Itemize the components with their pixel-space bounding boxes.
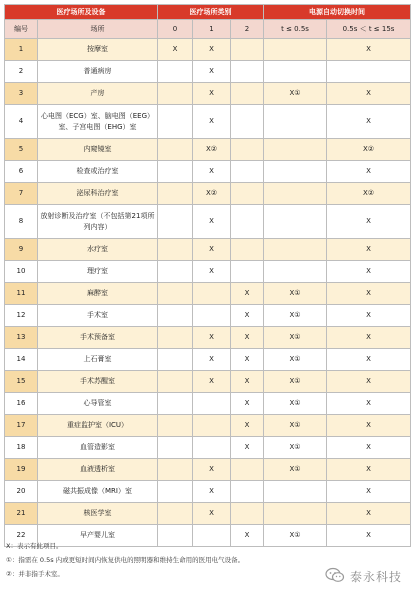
cell-category-1: X xyxy=(193,459,231,481)
footnote: ②：并非指手术室。 xyxy=(6,570,64,578)
cell-switch-long: X xyxy=(327,327,411,349)
cell-place: 核医学室 xyxy=(38,503,158,525)
cell-place: 上石膏室 xyxy=(38,349,158,371)
cell-category-1: X xyxy=(193,481,231,503)
cell-category-0 xyxy=(158,61,193,83)
cell-category-2 xyxy=(231,261,264,283)
cell-switch-short xyxy=(264,61,327,83)
cell-category-0: X xyxy=(158,39,193,61)
cell-number: 5 xyxy=(5,139,38,161)
cell-switch-long: X xyxy=(327,261,411,283)
cell-category-2 xyxy=(231,205,264,239)
cell-switch-short xyxy=(264,183,327,205)
cell-switch-short: X① xyxy=(264,393,327,415)
footnote: X：表示有此项目。 xyxy=(6,542,63,550)
cell-number: 10 xyxy=(5,261,38,283)
cell-category-1: X xyxy=(193,161,231,183)
cell-category-1: X xyxy=(193,261,231,283)
cell-category-0 xyxy=(158,139,193,161)
cell-category-1: X xyxy=(193,349,231,371)
cell-category-2 xyxy=(231,39,264,61)
cell-place: 泌尿科治疗室 xyxy=(38,183,158,205)
cell-place: 按摩室 xyxy=(38,39,158,61)
cell-category-1: X xyxy=(193,61,231,83)
cell-category-1: X xyxy=(193,239,231,261)
cell-number: 7 xyxy=(5,183,38,205)
cell-number: 4 xyxy=(5,105,38,139)
cell-category-2 xyxy=(231,83,264,105)
cell-switch-short: X① xyxy=(264,305,327,327)
cell-category-0 xyxy=(158,371,193,393)
group-switch-time-header: 电源自动切换时间 xyxy=(264,5,411,20)
table-row xyxy=(5,481,411,503)
wechat-icon xyxy=(325,567,345,586)
table-row xyxy=(5,327,411,349)
cell-switch-long: X xyxy=(327,105,411,139)
cell-category-2: X xyxy=(231,415,264,437)
cell-category-0 xyxy=(158,437,193,459)
cell-category-0 xyxy=(158,239,193,261)
cell-switch-short xyxy=(264,139,327,161)
cell-switch-long: X xyxy=(327,283,411,305)
cell-switch-long xyxy=(327,61,411,83)
cell-category-2 xyxy=(231,239,264,261)
cell-number: 18 xyxy=(5,437,38,459)
table-row xyxy=(5,261,411,283)
cell-number: 16 xyxy=(5,393,38,415)
cell-category-0 xyxy=(158,327,193,349)
cell-category-2: X xyxy=(231,371,264,393)
footnote: ①：指需在 0.5s 内或更短时间内恢复供电的照明器和维持生命用的医用电气设备。 xyxy=(6,556,245,564)
cell-category-2 xyxy=(231,459,264,481)
cell-category-0 xyxy=(158,261,193,283)
cell-category-1 xyxy=(193,283,231,305)
cell-switch-short xyxy=(264,205,327,239)
cell-category-2: X xyxy=(231,327,264,349)
cell-place: 磁共振成像（MRI）室 xyxy=(38,481,158,503)
cell-category-2: X xyxy=(231,393,264,415)
table-row xyxy=(5,239,411,261)
cell-switch-long: X xyxy=(327,39,411,61)
cell-place: 理疗室 xyxy=(38,261,158,283)
table-row xyxy=(5,105,411,139)
table-row xyxy=(5,393,411,415)
cell-place: 检查或治疗室 xyxy=(38,161,158,183)
cell-place: 血液透析室 xyxy=(38,459,158,481)
cell-place: 普通病房 xyxy=(38,61,158,83)
table-row xyxy=(5,371,411,393)
cell-category-0 xyxy=(158,105,193,139)
cell-category-1: X② xyxy=(193,139,231,161)
cell-category-2: X xyxy=(231,305,264,327)
cell-category-0 xyxy=(158,481,193,503)
cell-category-0 xyxy=(158,415,193,437)
cell-place: 内窥镜室 xyxy=(38,139,158,161)
cell-switch-long: X② xyxy=(327,139,411,161)
cell-switch-short xyxy=(264,261,327,283)
table-row xyxy=(5,205,411,239)
table-row xyxy=(5,283,411,305)
cell-place: 心电图（ECG）室、脑电图（EEG）室、子宫电图（EHG）室 xyxy=(38,105,158,139)
cell-switch-long: X xyxy=(327,459,411,481)
cell-switch-short xyxy=(264,239,327,261)
col-category-2: 2 xyxy=(231,20,264,39)
cell-category-0 xyxy=(158,393,193,415)
table-row xyxy=(5,83,411,105)
cell-switch-short xyxy=(264,105,327,139)
cell-category-2: X xyxy=(231,437,264,459)
cell-place: 产房 xyxy=(38,83,158,105)
table-row xyxy=(5,161,411,183)
cell-number: 8 xyxy=(5,205,38,239)
cell-switch-long: X xyxy=(327,525,411,547)
col-number: 编号 xyxy=(5,20,38,39)
cell-category-1: X② xyxy=(193,183,231,205)
table-column-header xyxy=(5,20,411,39)
table-body xyxy=(5,39,411,547)
cell-number: 13 xyxy=(5,327,38,349)
cell-category-2 xyxy=(231,61,264,83)
cell-switch-long: X xyxy=(327,371,411,393)
cell-category-2 xyxy=(231,105,264,139)
brand-watermark xyxy=(325,567,402,586)
cell-place: 手术预备室 xyxy=(38,327,158,349)
cell-switch-short: X① xyxy=(264,283,327,305)
cell-switch-long: X xyxy=(327,481,411,503)
cell-category-2 xyxy=(231,503,264,525)
cell-category-0 xyxy=(158,183,193,205)
cell-number: 12 xyxy=(5,305,38,327)
cell-number: 3 xyxy=(5,83,38,105)
cell-category-0 xyxy=(158,305,193,327)
cell-category-2: X xyxy=(231,349,264,371)
cell-place: 手术室 xyxy=(38,305,158,327)
table-row xyxy=(5,139,411,161)
table-row xyxy=(5,349,411,371)
group-place-header: 医疗场所及设备 xyxy=(5,5,158,20)
cell-category-0 xyxy=(158,83,193,105)
col-category-0: 0 xyxy=(158,20,193,39)
col-place: 场所 xyxy=(38,20,158,39)
cell-category-1 xyxy=(193,393,231,415)
cell-number: 14 xyxy=(5,349,38,371)
cell-number: 15 xyxy=(5,371,38,393)
cell-switch-long: X xyxy=(327,503,411,525)
cell-switch-long: X xyxy=(327,205,411,239)
cell-category-1 xyxy=(193,415,231,437)
cell-place: 麻醉室 xyxy=(38,283,158,305)
cell-category-1: X xyxy=(193,503,231,525)
cell-category-1 xyxy=(193,437,231,459)
cell-number: 17 xyxy=(5,415,38,437)
cell-switch-long: X② xyxy=(327,183,411,205)
cell-place: 心导管室 xyxy=(38,393,158,415)
cell-category-2 xyxy=(231,139,264,161)
cell-switch-short: X① xyxy=(264,371,327,393)
group-category-header: 医疗场所类别 xyxy=(158,5,264,20)
cell-switch-short: X① xyxy=(264,349,327,371)
cell-number: 20 xyxy=(5,481,38,503)
cell-category-0 xyxy=(158,349,193,371)
cell-category-1: X xyxy=(193,205,231,239)
cell-switch-long: X xyxy=(327,349,411,371)
cell-place: 手术苏醒室 xyxy=(38,371,158,393)
cell-switch-long: X xyxy=(327,305,411,327)
table-group-header xyxy=(5,5,411,20)
cell-category-1: X xyxy=(193,371,231,393)
medical-power-table xyxy=(4,4,411,547)
col-switch-short: t ≤ 0.5s xyxy=(264,20,327,39)
cell-category-1: X xyxy=(193,83,231,105)
cell-switch-long: X xyxy=(327,393,411,415)
cell-switch-short xyxy=(264,39,327,61)
cell-category-1: X xyxy=(193,105,231,139)
cell-place: 放射诊断及治疗室（不包括第21项所列内容） xyxy=(38,205,158,239)
col-category-1: 1 xyxy=(193,20,231,39)
cell-category-1: X xyxy=(193,327,231,349)
cell-category-2 xyxy=(231,161,264,183)
table-row xyxy=(5,183,411,205)
cell-category-2: X xyxy=(231,525,264,547)
cell-place: 血管造影室 xyxy=(38,437,158,459)
cell-category-0 xyxy=(158,283,193,305)
table-row xyxy=(5,503,411,525)
cell-category-0 xyxy=(158,205,193,239)
col-switch-long: 0.5s ＜ t ≤ 15s xyxy=(327,20,411,39)
table-row xyxy=(5,305,411,327)
table-row xyxy=(5,459,411,481)
cell-number: 22 xyxy=(5,525,38,547)
cell-switch-short xyxy=(264,503,327,525)
cell-switch-short: X① xyxy=(264,525,327,547)
table-row xyxy=(5,39,411,61)
cell-switch-short: X① xyxy=(264,327,327,349)
table-row xyxy=(5,415,411,437)
cell-switch-short: X① xyxy=(264,83,327,105)
cell-category-1: X xyxy=(193,39,231,61)
cell-number: 1 xyxy=(5,39,38,61)
cell-switch-long: X xyxy=(327,161,411,183)
cell-switch-long: X xyxy=(327,415,411,437)
cell-number: 11 xyxy=(5,283,38,305)
cell-number: 6 xyxy=(5,161,38,183)
cell-category-2 xyxy=(231,183,264,205)
cell-category-0 xyxy=(158,459,193,481)
cell-switch-long: X xyxy=(327,239,411,261)
cell-number: 21 xyxy=(5,503,38,525)
cell-switch-long: X xyxy=(327,437,411,459)
cell-switch-long: X xyxy=(327,83,411,105)
brand-name: 泰永科技 xyxy=(349,570,402,584)
cell-place: 早产婴儿室 xyxy=(38,525,158,547)
table-row xyxy=(5,437,411,459)
cell-category-2: X xyxy=(231,283,264,305)
cell-number: 9 xyxy=(5,239,38,261)
cell-number: 19 xyxy=(5,459,38,481)
cell-category-1 xyxy=(193,305,231,327)
cell-category-0 xyxy=(158,503,193,525)
cell-category-2 xyxy=(231,481,264,503)
cell-switch-short: X① xyxy=(264,437,327,459)
table-row xyxy=(5,61,411,83)
cell-switch-short xyxy=(264,481,327,503)
cell-place: 重症监护室（ICU） xyxy=(38,415,158,437)
cell-category-0 xyxy=(158,161,193,183)
cell-switch-short: X① xyxy=(264,415,327,437)
cell-place: 水疗室 xyxy=(38,239,158,261)
cell-switch-short: X① xyxy=(264,459,327,481)
cell-number: 2 xyxy=(5,61,38,83)
cell-switch-short xyxy=(264,161,327,183)
